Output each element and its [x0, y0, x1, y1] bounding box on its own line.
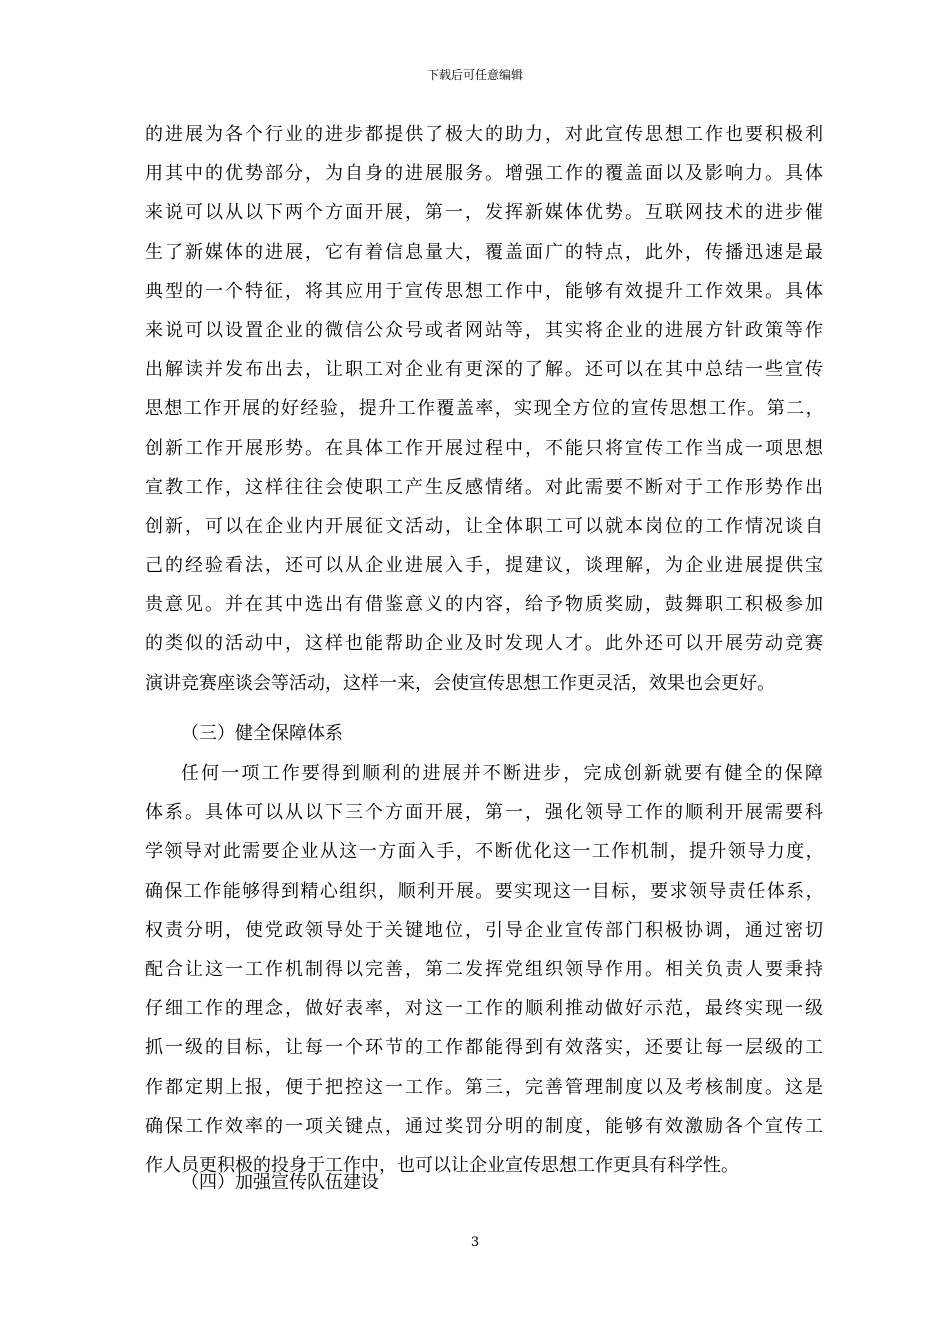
text-line: 的类似的活动中，这样也能帮助企业及时发现人才。此外还可以开展劳动竞赛 — [145, 633, 825, 655]
text-line: 思想工作开展的好经验，提升工作覆盖率，实现全方位的宣传思想工作。第二， — [145, 398, 825, 420]
text-line: 来说可以从以下两个方面开展，第一，发挥新媒体优势。互联网技术的进步催 — [145, 202, 825, 224]
text-line: 任何一项工作要得到顺利的进展并不断进步，完成创新就要有健全的保障 — [181, 763, 825, 784]
text-line: 抓一级的目标，让每一个环节的工作都能得到有效落实，还要让每一层级的工 — [145, 1037, 825, 1059]
text-line: 己的经验看法，还可以从企业进展入手，提建议，谈理解，为企业进展提供宝 — [145, 555, 825, 577]
text-line: 学领导对此需要企业从这一方面入手，不断优化这一工作机制，提升领导力度， — [145, 841, 825, 863]
text-line: 生了新媒体的进展，它有着信息量大，覆盖面广的特点，此外，传播迅速是最 — [145, 241, 825, 263]
text-line: 作都定期上报，便于把控这一工作。第三，完善管理制度以及考核制度。这是 — [145, 1076, 825, 1098]
text-line: 体系。具体可以从以下三个方面开展，第一，强化领导工作的顺利开展需要科 — [145, 802, 825, 824]
text-line: 创新，可以在企业内开展征文活动，让全体职工可以就本岗位的工作情况谈自 — [145, 515, 825, 537]
text-line: 宣教工作，这样往往会使职工产生反感情绪。对此需要不断对于工作形势作出 — [145, 476, 825, 498]
text-line: 创新工作开展形势。在具体工作开展过程中，不能只将宣传工作当成一项思想 — [145, 437, 825, 459]
section-3-body — [145, 754, 825, 1185]
text-line: 演讲竞赛座谈会等活动，这样一来，会使宣传思想工作更灵活，效果也会更好。 — [145, 672, 775, 694]
text-line: 确保工作效率的一项关键点，通过奖罚分明的制度，能够有效激励各个宣传工 — [145, 1115, 825, 1137]
page-header: 下载后可任意编辑 — [426, 68, 523, 82]
text-line: 配合让这一工作机制得以完善，第二发挥党组织领导作用。相关负责人要秉持 — [145, 958, 825, 980]
text-line: 来说可以设置企业的微信公众号或者网站等，其实将企业的进展方针政策等作 — [145, 319, 825, 341]
text-line: 贵意见。并在其中选出有借鉴意义的内容，给予物质奖励，鼓舞职工积极参加 — [145, 594, 825, 616]
section-4-heading: （四）加强宣传队伍建设 — [181, 1172, 379, 1193]
text-line: 作人员更积极的投身于工作中，也可以让企业宣传思想工作更具有科学性。 — [145, 1154, 739, 1176]
text-line: 权责分明，使党政领导处于关键地位，引导企业宣传部门积极协调，通过密切 — [145, 919, 825, 941]
text-line: 用其中的优势部分，为自身的进展服务。增强工作的覆盖面以及影响力。具体 — [145, 163, 825, 185]
page-number: 3 — [470, 1235, 480, 1250]
paragraph-1 — [145, 115, 825, 703]
text-line: 的进展为各个行业的进步都提供了极大的助力，对此宣传思想工作也要积极利 — [145, 124, 825, 145]
text-line: 典型的一个特征，将其应用于宣传思想工作中，能够有效提升工作效果。具体 — [145, 280, 825, 302]
text-line: 出解读并发布出去，让职工对企业有更深的了解。还可以在其中总结一些宣传 — [145, 359, 825, 381]
text-line: 仔细工作的理念，做好表率，对这一工作的顺利推动做好示范，最终实现一级 — [145, 998, 825, 1020]
text-line: 确保工作能够得到精心组织，顺利开展。要实现这一目标，要求领导责任体系， — [145, 880, 825, 902]
section-3-heading: （三）健全保障体系 — [181, 723, 343, 744]
